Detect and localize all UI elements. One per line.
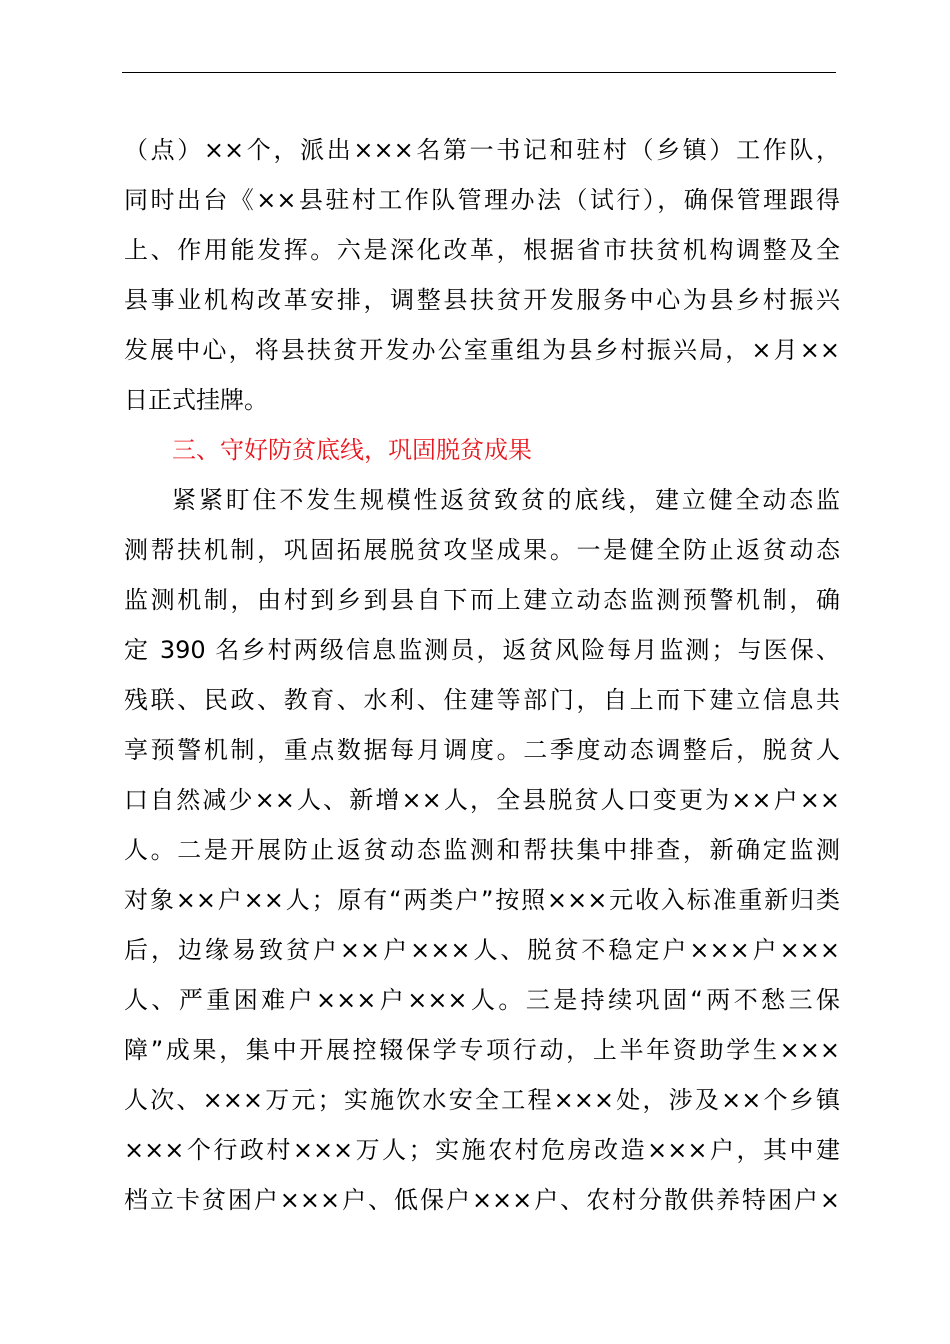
text-line: 障”成果，集中开展控辍保学专项行动，上半年资助学生××× [124, 1036, 840, 1064]
text-line: 监测机制，由村到乡到县自下而上建立动态监测预警机制，确 [124, 586, 840, 614]
text-line: 口自然减少××人、新增××人，全县脱贫人口变更为××户×× [124, 786, 840, 814]
text-line: 人、严重困难户×××户×××人。三是持续巩固“两不愁三保 [124, 986, 840, 1014]
text-line: 残联、民政、教育、水利、住建等部门，自上而下建立信息共 [124, 686, 840, 714]
text-line: 日正式挂牌。 [124, 386, 268, 414]
text-line: ×××个行政村×××万人；实施农村危房改造×××户，其中建 [124, 1136, 840, 1164]
text-line: 人。二是开展防止返贫动态监测和帮扶集中排查，新确定监测 [124, 836, 840, 864]
text-line: 同时出台《××县驻村工作队管理办法（试行），确保管理跟得 [124, 186, 840, 214]
text-line: 后，边缘易致贫户××户×××人、脱贫不稳定户×××户××× [124, 936, 840, 964]
section-heading: 三、守好防贫底线，巩固脱贫成果 [172, 436, 532, 464]
text-line: 测帮扶机制，巩固拓展脱贫攻坚成果。一是健全防止返贫动态 [124, 536, 840, 564]
text-line: 档立卡贫困户×××户、低保户×××户、农村分散供养特困户× [124, 1186, 840, 1214]
text-line: 上、作用能发挥。六是深化改革，根据省市扶贫机构调整及全 [124, 236, 840, 264]
text-line: 对象××户××人；原有“两类户”按照×××元收入标准重新归类 [124, 886, 840, 914]
text-line: 县事业机构改革安排，调整县扶贫开发服务中心为县乡村振兴 [124, 286, 840, 314]
paragraph-first-line: 紧紧盯住不发生规模性返贫致贫的底线，建立健全动态监 [172, 486, 840, 514]
text-line: （点）××个，派出×××名第一书记和驻村（乡镇）工作队， [124, 136, 840, 164]
text-line: 定 390 名乡村两级信息监测员，返贫风险每月监测；与医保、 [124, 636, 840, 664]
header-rule [122, 72, 836, 73]
text-line: 人次、×××万元；实施饮水安全工程×××处，涉及××个乡镇 [124, 1086, 840, 1114]
text-line: 发展中心，将县扶贫开发办公室重组为县乡村振兴局，×月×× [124, 336, 840, 364]
document-body [124, 125, 840, 1225]
text-line: 享预警机制，重点数据每月调度。二季度动态调整后，脱贫人 [124, 736, 840, 764]
